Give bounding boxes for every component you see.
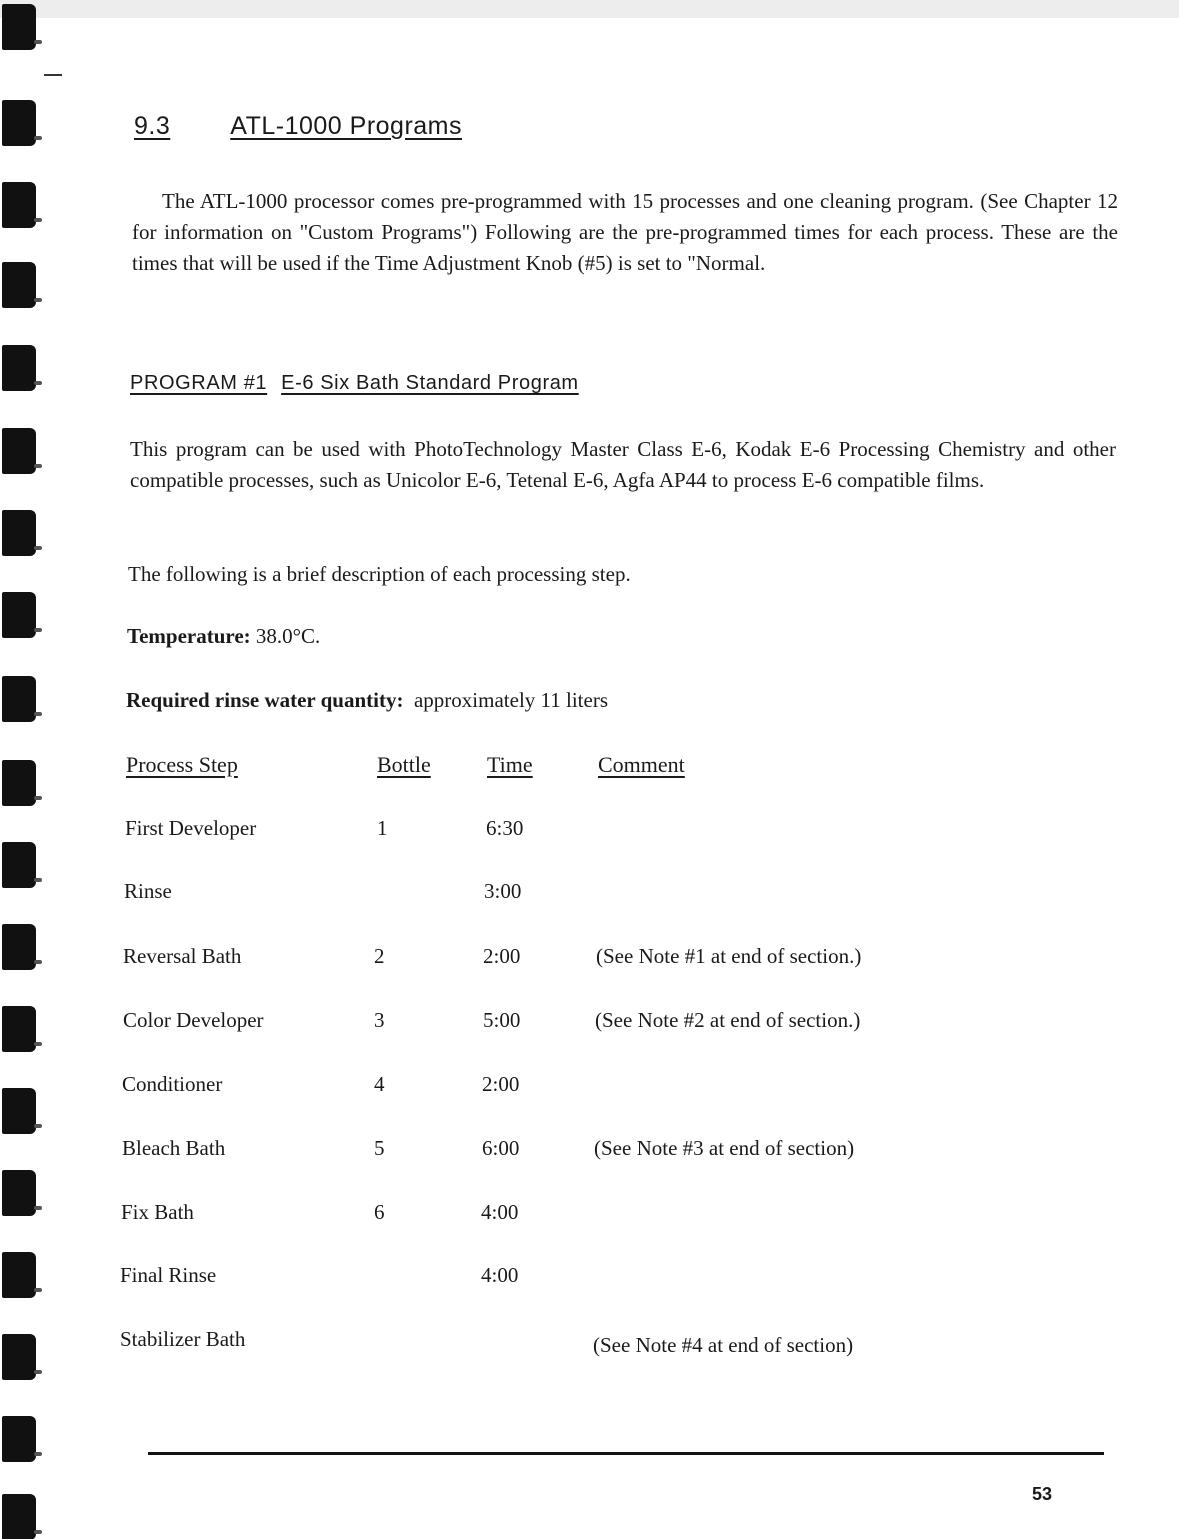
table-row	[0, 944, 1179, 978]
time-cell: 5:00	[483, 1008, 521, 1032]
binding-hole	[2, 262, 36, 308]
header-bottle: Bottle	[377, 752, 431, 777]
binding-hole	[2, 428, 36, 474]
rinse-water-value: approximately 11 liters	[413, 688, 608, 712]
time-cell: 6:00	[482, 1136, 520, 1160]
time-cell: 2:00	[483, 944, 521, 968]
table-row	[0, 1327, 1179, 1361]
bottle-cell: 1	[377, 816, 388, 840]
spiral-binding	[0, 0, 48, 1539]
header-time: Time	[487, 752, 533, 777]
header-comment: Comment	[598, 752, 685, 777]
step-cell: Final Rinse	[120, 1263, 217, 1287]
section-title: ATL-1000 Programs	[230, 112, 463, 140]
bottle-cell: 3	[374, 1008, 385, 1032]
binding-hole	[2, 510, 36, 556]
bottle-cell: 5	[374, 1136, 385, 1160]
section-heading	[134, 112, 462, 141]
time-cell: 2:00	[482, 1072, 520, 1096]
binding-hole	[2, 182, 36, 228]
comment-cell: (See Note #1 at end of section.)	[596, 944, 862, 968]
brief-description: The following is a brief description of each processing step.	[128, 562, 631, 586]
bottle-cell: 6	[374, 1200, 385, 1224]
program-number: PROGRAM #1	[130, 372, 268, 394]
table-row	[0, 1200, 1179, 1234]
step-cell: Rinse	[124, 879, 172, 903]
binding-hole	[2, 1416, 36, 1462]
rinse-water-label: Required rinse water quantity:	[126, 688, 404, 712]
table-row	[0, 1263, 1179, 1297]
binding-mark	[44, 74, 62, 76]
comment-cell: (See Note #2 at end of section.)	[595, 1008, 861, 1032]
section-number: 9.3	[134, 112, 171, 140]
table-row	[0, 879, 1179, 913]
temperature-line	[127, 624, 320, 649]
step-cell: Reversal Bath	[123, 944, 242, 968]
scan-top-edge	[0, 0, 1179, 18]
footer-rule	[148, 1452, 1104, 1455]
comment-cell: (See Note #4 at end of section)	[593, 1333, 854, 1357]
intro-paragraph: The ATL-1000 processor comes pre-programmed with 15 processes and one cleaning program. (See Chapter 12 for information on "Custom Programs") Following are the pre-programmed times for each process. These are the times that will be used if the Time Adjustment Knob (#5) is set to "Normal.	[132, 189, 1118, 275]
bottle-cell: 4	[374, 1072, 385, 1096]
table-row	[0, 816, 1179, 850]
page-number: 53	[1032, 1484, 1053, 1504]
binding-hole	[2, 592, 36, 638]
time-cell: 3:00	[484, 879, 522, 903]
binding-hole	[2, 1494, 36, 1539]
bottle-cell: 2	[374, 944, 385, 968]
step-cell: First Developer	[125, 816, 257, 840]
temperature-label: Temperature:	[127, 624, 251, 648]
table-row	[0, 1072, 1179, 1106]
binding-hole	[2, 760, 36, 806]
header-process-step: Process Step	[126, 752, 238, 777]
program-heading	[130, 372, 579, 395]
binding-hole	[2, 676, 36, 722]
comment-cell: (See Note #3 at end of section)	[594, 1136, 855, 1160]
step-cell: Stabilizer Bath	[120, 1327, 246, 1351]
table-row	[0, 1008, 1179, 1042]
step-cell: Conditioner	[122, 1072, 223, 1096]
time-cell: 4:00	[481, 1200, 519, 1224]
rinse-water-line	[126, 688, 608, 713]
step-cell: Fix Bath	[121, 1200, 194, 1224]
binding-hole	[2, 345, 36, 391]
temperature-value: 38.0°C.	[255, 624, 321, 648]
program-description: This program can be used with PhotoTechnology Master Class E-6, Kodak E-6 Processing Chemistry and other compatible processes, such as Unicolor E-6, Tetenal E-6, Agfa AP44 to process E-6 compatible films.	[130, 437, 1116, 492]
time-cell: 6:30	[486, 816, 524, 840]
program-name: E-6 Six Bath Standard Program	[281, 372, 579, 394]
table-row	[0, 1136, 1179, 1170]
binding-hole	[2, 4, 36, 50]
step-cell: Color Developer	[123, 1008, 264, 1032]
step-cell: Bleach Bath	[122, 1136, 226, 1160]
binding-hole	[2, 100, 36, 146]
time-cell: 4:00	[481, 1263, 519, 1287]
